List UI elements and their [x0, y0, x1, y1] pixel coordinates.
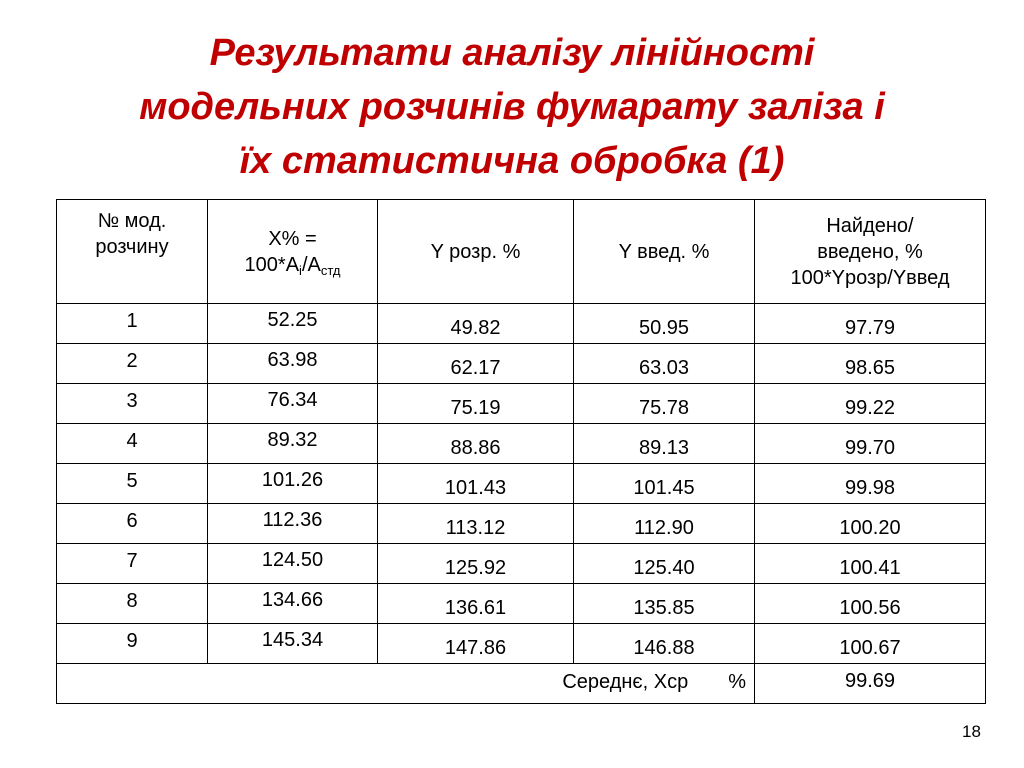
cell-y-calc-value: 75.19: [450, 397, 501, 419]
table-row: [57, 384, 986, 424]
cell-sample-number: [57, 464, 208, 504]
footer-mean-unit: %: [728, 671, 746, 693]
table-row: [57, 544, 986, 584]
cell-sample-number-value: 9: [126, 630, 138, 652]
header-x-sub-std: стд: [320, 262, 341, 278]
table-row: [57, 344, 986, 384]
footer-mean-value-cell: [755, 664, 986, 704]
table-header-row: [57, 200, 986, 304]
cell-y-input-value: 146.88: [633, 637, 695, 659]
cell-x-percent: [208, 624, 378, 664]
cell-found-ratio-value: 98.65: [844, 357, 896, 379]
header-y-input: Y введ. %: [574, 200, 755, 304]
cell-x-percent-value: 76.34: [267, 389, 318, 411]
cell-found-ratio: [755, 544, 986, 584]
header-y-calc: Y розр. %: [378, 200, 574, 304]
header-x-sub-i: i: [299, 262, 302, 278]
cell-y-calc-value: 147.86: [444, 637, 507, 659]
cell-x-percent-value: 134.66: [261, 589, 324, 611]
cell-y-input: [574, 344, 755, 384]
cell-sample-number-value: 8: [126, 590, 138, 612]
title-line-2: модельних розчинів фумарату заліза і: [139, 86, 885, 128]
cell-x-percent: [208, 424, 378, 464]
cell-y-calc: [378, 624, 574, 664]
table-row: [57, 504, 986, 544]
header-ratio-line-3: 100*Yрозр/Yввед: [790, 266, 950, 289]
cell-y-calc: [378, 304, 574, 344]
cell-sample-number: [57, 544, 208, 584]
cell-y-input-value: 50.95: [638, 317, 690, 339]
cell-x-percent-value: 89.32: [267, 429, 318, 451]
table-row: [57, 584, 986, 624]
cell-y-input: [574, 384, 755, 424]
cell-sample-number-value: 7: [126, 550, 138, 572]
table-row: [57, 304, 986, 344]
cell-y-calc-value: 101.43: [444, 477, 507, 499]
cell-y-calc: [378, 504, 574, 544]
cell-y-input-value: 75.78: [638, 397, 690, 419]
table-footer-row: [57, 664, 986, 704]
cell-x-percent: [208, 304, 378, 344]
cell-found-ratio: [755, 384, 986, 424]
cell-found-ratio-value: 100.20: [839, 517, 901, 539]
cell-found-ratio: [755, 424, 986, 464]
cell-sample-number: [57, 384, 208, 424]
cell-sample-number: [57, 424, 208, 464]
cell-y-input-value: 112.90: [634, 517, 694, 539]
header-ratio-line-1: Найдено/: [826, 214, 914, 237]
cell-found-ratio-value: 99.98: [844, 477, 896, 499]
cell-y-input: [574, 544, 755, 584]
header-x-line-2: [208, 252, 377, 278]
cell-x-percent: [208, 344, 378, 384]
cell-found-ratio-value: 99.70: [844, 437, 896, 459]
cell-x-percent-value: 63.98: [267, 349, 318, 371]
cell-x-percent: [208, 544, 378, 584]
cell-y-input-value: 101.45: [633, 477, 695, 499]
cell-y-input: [574, 624, 755, 664]
cell-y-calc-value: 88.86: [450, 437, 501, 459]
cell-found-ratio: [755, 344, 986, 384]
cell-sample-number-value: 5: [126, 470, 138, 492]
cell-sample-number: [57, 344, 208, 384]
header-sample-number: [57, 200, 208, 304]
cell-y-calc: [378, 544, 574, 584]
cell-found-ratio-value: 99.22: [844, 397, 896, 419]
table-row: [57, 624, 986, 664]
header-x-percent: [208, 200, 378, 304]
cell-found-ratio-value: 97.79: [844, 317, 896, 339]
header-sample-number-line-2: розчину: [95, 236, 169, 258]
cell-found-ratio: [755, 584, 986, 624]
cell-y-input-value: 63.03: [638, 357, 690, 379]
cell-y-input: [574, 424, 755, 464]
header-sample-number-line-1: № мод.: [97, 210, 167, 232]
cell-y-calc: [378, 384, 574, 424]
cell-sample-number: [57, 304, 208, 344]
cell-found-ratio: [755, 504, 986, 544]
header-ratio-line-2: введено, %: [817, 240, 923, 263]
cell-y-input-value: 135.85: [633, 597, 695, 619]
cell-y-input: [574, 304, 755, 344]
cell-y-input-value: 89.13: [638, 437, 690, 459]
cell-found-ratio: [755, 624, 986, 664]
header-x-prefix: 100*A: [244, 253, 300, 276]
cell-found-ratio-value: 100.41: [839, 557, 901, 579]
cell-y-calc: [378, 424, 574, 464]
cell-sample-number-value: 3: [126, 390, 138, 412]
cell-y-input: [574, 584, 755, 624]
cell-found-ratio: [755, 304, 986, 344]
cell-y-calc-value: 49.82: [450, 317, 501, 339]
cell-found-ratio-value: 100.56: [839, 597, 901, 619]
page-number: 18: [962, 722, 981, 741]
cell-sample-number-value: 6: [126, 510, 138, 532]
cell-sample-number-value: 4: [126, 430, 138, 452]
title-line-3: їх статистична обробка (1): [239, 140, 785, 182]
cell-x-percent-value: 112.36: [262, 509, 323, 531]
cell-x-percent: [208, 464, 378, 504]
footer-mean-label-cell: [57, 664, 755, 704]
cell-sample-number-value: 1: [126, 310, 138, 332]
cell-sample-number-value: 2: [126, 350, 138, 372]
cell-x-percent-value: 52.25: [267, 309, 318, 331]
cell-y-calc-value: 125.92: [444, 557, 507, 579]
table-row: [57, 464, 986, 504]
title-line-1: Результати аналізу лінійності: [209, 32, 815, 74]
cell-y-input-value: 125.40: [633, 557, 695, 579]
footer-mean-label: Середнє, Xср: [562, 671, 689, 693]
cell-sample-number: [57, 624, 208, 664]
cell-y-input: [574, 504, 755, 544]
cell-sample-number: [57, 504, 208, 544]
cell-y-calc: [378, 584, 574, 624]
cell-y-calc-value: 62.17: [450, 357, 501, 379]
table-row: [57, 424, 986, 464]
cell-x-percent-value: 101.26: [261, 469, 324, 491]
cell-x-percent: [208, 584, 378, 624]
linearity-results-table: [56, 199, 986, 704]
cell-y-calc-value: 113.12: [445, 517, 506, 539]
cell-y-input: [574, 464, 755, 504]
cell-found-ratio-value: 100.67: [839, 637, 901, 659]
cell-y-calc: [378, 464, 574, 504]
cell-x-percent: [208, 384, 378, 424]
header-x-line-1: X% =: [268, 227, 317, 250]
footer-mean-label-wrap: [57, 664, 746, 694]
header-found-ratio: [755, 200, 986, 304]
cell-y-calc: [378, 344, 574, 384]
footer-mean-value: 99.69: [844, 670, 896, 692]
cell-x-percent-value: 145.34: [261, 629, 324, 651]
slide-title: [0, 26, 1024, 188]
cell-x-percent-value: 124.50: [261, 549, 324, 571]
header-x-mid: /A: [301, 253, 321, 276]
cell-found-ratio: [755, 464, 986, 504]
cell-x-percent: [208, 504, 378, 544]
cell-y-calc-value: 136.61: [444, 597, 507, 619]
cell-sample-number: [57, 584, 208, 624]
